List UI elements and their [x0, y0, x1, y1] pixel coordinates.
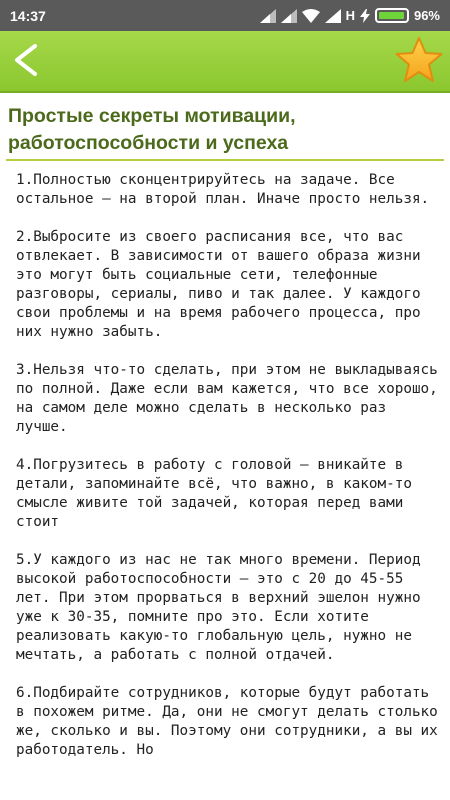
article-paragraph: 2.Выбросите из своего расписания все, что вас отвлекает. В зависимости от вашего образа жизни это могут быть социальные сети, телефонные разговоры, сериалы, пиво и так далее. У каждого свои проблемы и на время рабочего процесса, про них нужно забыть.	[16, 229, 421, 340]
favorite-button[interactable]	[392, 35, 446, 89]
wifi-icon	[302, 9, 320, 23]
title-divider	[6, 159, 444, 161]
back-arrow-icon	[11, 42, 41, 83]
article-paragraph: 1.Полностью сконцентрируйтесь на задаче. Все остальное — на второй план. Иначе просто нельзя.	[16, 172, 430, 207]
status-time: 14:37	[10, 7, 46, 24]
article-paragraph: 5.У каждого из нас не так много времени. Период высокой работоспособности — это с 20 до 45-55 лет. При этом прорваться в верхний эшелон нужно уже к 30-35, помните про это. Если хотите реализовать какую-то глобальную цель, нужно не мечтать, а работать с полной отдачей.	[16, 552, 421, 663]
star-icon	[394, 36, 444, 89]
article-title: Простые секреты мотивации, работоспособности и успеха	[8, 105, 296, 154]
article-body	[16, 171, 444, 760]
status-bar	[0, 0, 450, 31]
back-button[interactable]	[6, 39, 46, 85]
network-type-label: H	[345, 8, 355, 23]
article-paragraph: 3.Нельзя что-то сделать, при этом не выкладываясь по полной. Даже если вам кажется, что все хорошо, на самом деле можно сделать в несколько раз лучше.	[16, 362, 438, 435]
app-bar	[0, 31, 450, 93]
article-paragraph: 6.Подбирайте сотрудников, которые будут работать в похожем ритме. Да, они не смогут делать столько же, сколько и вы. Поэтому они сотрудники, а вы их работодатель. Но	[16, 685, 438, 758]
battery-fill	[379, 12, 404, 19]
charging-icon	[360, 9, 370, 23]
battery-percent: 96%	[413, 8, 440, 23]
signal-icon	[325, 9, 341, 23]
signal-icon	[260, 9, 276, 23]
signal-icon	[281, 9, 297, 23]
article-content[interactable]	[0, 93, 450, 800]
article-paragraph: 4.Погрузитесь в работу с головой — вникайте в детали, запоминайте всё, что важно, в каком-то смысле живите той задачей, которая перед вами стоит	[16, 457, 412, 530]
status-icons	[260, 8, 440, 23]
battery-icon	[375, 8, 409, 23]
